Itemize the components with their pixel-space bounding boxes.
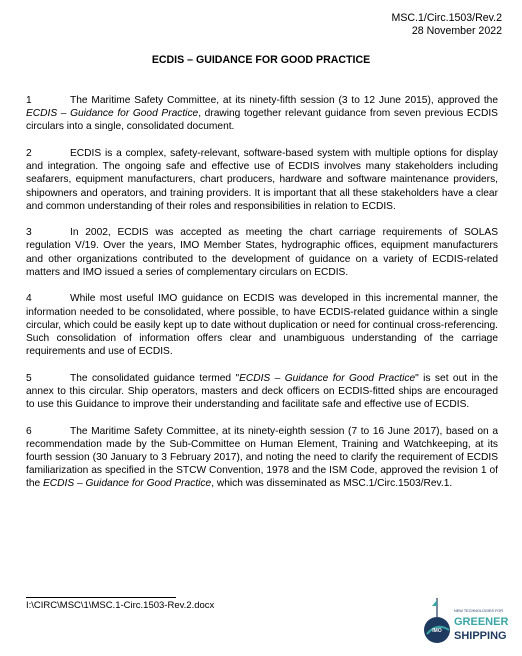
paragraph-text: , drawing together relevant guidance from seven previous ECDIS circulars into a single, consolidated document. — [26, 108, 498, 133]
logo-text-shipping: SHIPPING — [454, 630, 507, 642]
paragraph-3 — [26, 226, 498, 279]
document-title-reference: ECDIS – Guidance for Good Practice — [26, 108, 199, 120]
paragraph-1 — [26, 94, 498, 134]
circular-number: MSC.1/Circ.1503/Rev.2 — [391, 12, 502, 24]
logo-small-text: NEW TECHNOLOGIES FOR — [454, 609, 504, 613]
paragraph-text: The Maritime Safety Committee, at its ninety-eighth session (7 to 16 June 2017), based on a recommendation made by the Sub-Committee on Human Element, Training and Watchkeeping, at its fourth session (30 January to 3 February 2017), and noting the need to clarify the requirement of ECDIS familiarization as specified in the STCW Convention, 1978 and the ISM Code, approved the revision 1 of the — [26, 425, 498, 490]
paragraph-text: The Maritime Safety Committee, at its ninety-fifth session (3 to 12 June 2015), approved the — [70, 95, 498, 106]
paragraph-number: 3 — [26, 227, 32, 239]
document-title-reference: ECDIS – Guidance for Good Practice — [43, 478, 212, 490]
document-body — [26, 94, 498, 504]
paragraph-text: ECDIS is a complex, safety-relevant, software-based system with multiple options for display and integration. The ongoing safe and effective use of ECDIS involves many stakeholders including seafarers, equipment manufacturers, chart producers, hardware and software maintenance providers, shipowners and operators, and training providers. It is important that all these stakeholders have a clear and common understanding of their roles and responsibilities in relation to ECDIS. — [26, 147, 498, 212]
paragraph-number: 1 — [26, 95, 32, 106]
paragraph-2 — [26, 147, 498, 213]
paragraph-text: The consolidated guidance termed " — [70, 372, 240, 384]
logo-text-greener: GREENER — [454, 616, 508, 628]
paragraph-text: , which was disseminated as MSC.1/Circ.1503/Rev.1. — [211, 478, 453, 490]
paragraph-5 — [26, 372, 498, 412]
page-title: ECDIS – GUIDANCE FOR GOOD PRACTICE — [151, 54, 371, 66]
logo-badge-text: IMO — [432, 628, 442, 634]
paragraph-text: While most useful IMO guidance on ECDIS was developed in this incremental manner, the information needed to be consolidated, where possible, to have ECDIS-related guidance within a single circular, which could be easily kept up to date without duplication or need for continual cross-referencing. Such consolidation of information offers clear and unambiguous understanding of the carriage requirements and use of ECDIS. — [26, 293, 498, 358]
paragraph-text: " is set out in the annex to this circular. Ship operators, masters and deck officers on ECDIS-fitted ships are encouraged to use this Guidance to improve their understanding and facilitate safe and effective use of ECDIS. — [26, 372, 498, 411]
footer-divider — [26, 597, 176, 598]
paragraph-6 — [26, 425, 498, 491]
paragraph-number: 4 — [26, 293, 32, 305]
paragraph-number: 6 — [26, 425, 32, 437]
paragraph-text: In 2002, ECDIS was accepted as meeting the chart carriage requirements of SOLAS regulation V/19. Over the years, IMO Member States, hydrographic offices, equipment manufacturers and other organizations contributed to the development of guidance on a variety of ECDIS-related matters and IMO issued a series of complementary circulars on ECDIS. — [26, 227, 498, 278]
document-date: 28 November 2022 — [411, 25, 502, 38]
paragraph-number: 2 — [26, 147, 32, 159]
document-reference — [392, 12, 503, 39]
paragraph-number: 5 — [26, 372, 32, 384]
document-title-reference: ECDIS – Guidance for Good Practice — [239, 372, 416, 384]
paragraph-4 — [26, 292, 498, 358]
greener-shipping-logo — [422, 590, 508, 648]
footer-filename: I:\CIRC\MSC\1\MSC.1-Circ.1503-Rev.2.docx — [26, 600, 215, 611]
